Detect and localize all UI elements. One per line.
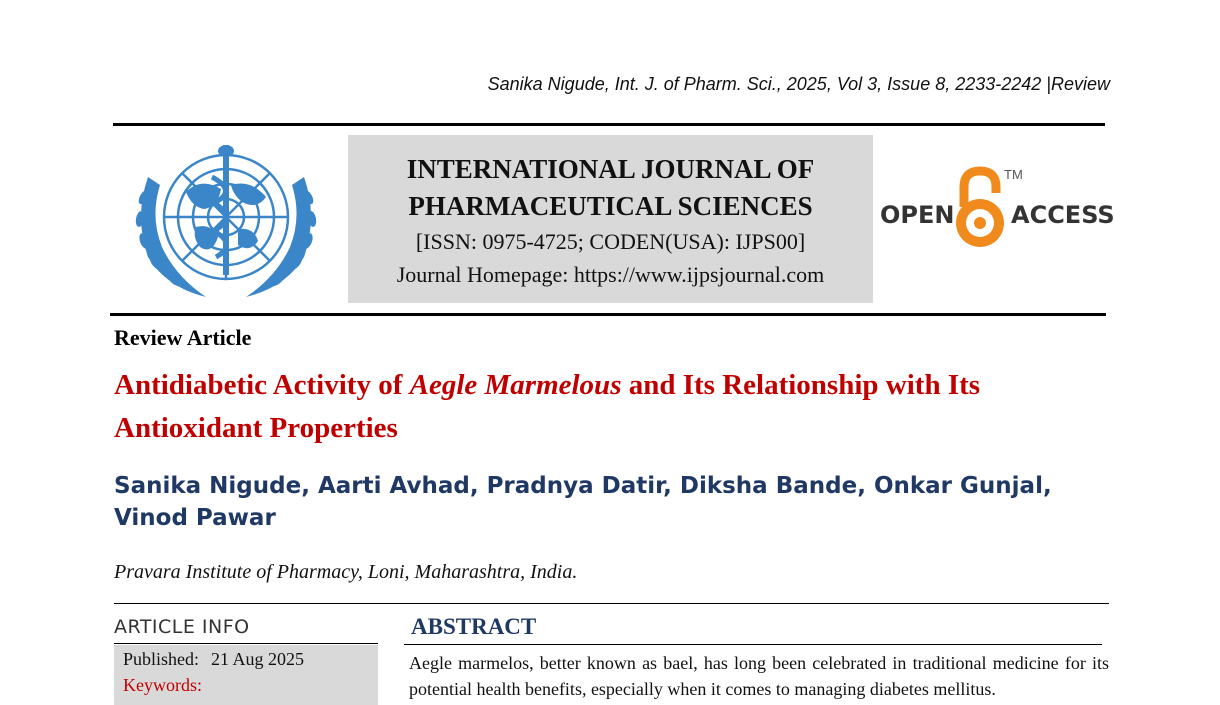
journal-title-line1: INTERNATIONAL JOURNAL OF xyxy=(406,154,815,184)
published-row xyxy=(123,649,304,670)
abstract-heading: ABSTRACT xyxy=(411,614,537,639)
author-list: Sanika Nigude, Aarti Avhad, Pradnya Datir, Diksha Bande, Onkar Gunjal, Vinod Pawar xyxy=(114,473,1052,531)
citation-header: Sanika Nigude, Int. J. of Pharm. Sci., 2025, Vol 3, Issue 8, 2233-2242 |Review xyxy=(487,74,1110,94)
article-info-heading: ARTICLE INFO xyxy=(114,616,250,638)
open-access-access-label: ACCESS xyxy=(1011,201,1115,229)
journal-homepage[interactable]: Journal Homepage: https://www.ijpsjournal.com xyxy=(396,262,825,287)
open-access-open-label: OPEN xyxy=(880,201,955,229)
journal-title-line2: PHARMACEUTICAL SCIENCES xyxy=(408,191,813,221)
open-access-logo xyxy=(880,165,1115,255)
article-info-box xyxy=(114,645,378,705)
published-date: 21 Aug 2025 xyxy=(211,649,305,669)
un-emblem-icon xyxy=(126,137,326,305)
journal-banner xyxy=(348,135,873,303)
affiliation: Pravara Institute of Pharmacy, Loni, Maharashtra, India. xyxy=(114,561,578,583)
section-divider xyxy=(114,603,1109,604)
article-title xyxy=(114,364,1094,450)
keywords-label: Keywords: xyxy=(123,675,202,695)
article-title-part2: and Its Relationship with Its Antioxidant Properties xyxy=(114,369,981,444)
journal-issn: [ISSN: 0975-4725; CODEN(USA): IJPS00] xyxy=(415,229,806,254)
open-access-lock-icon xyxy=(952,165,1008,253)
journal-title xyxy=(348,151,873,225)
abstract-rule xyxy=(404,644,1102,645)
trademark-label: TM xyxy=(1004,167,1023,182)
published-label: Published: xyxy=(123,649,200,669)
top-rule xyxy=(113,123,1105,126)
article-title-part1: Antidiabetic Activity of xyxy=(114,369,410,401)
abstract-text: Aegle marmelos, better known as bael, has long been celebrated in traditional medicine for its potential health benefits, especially when it comes to managing diabetes mellitus. xyxy=(409,653,1109,699)
banner-bottom-rule xyxy=(110,313,1106,316)
article-info-rule xyxy=(114,643,378,644)
article-type: Review Article xyxy=(114,325,252,350)
article-title-italic: Aegle Marmelous xyxy=(409,369,622,401)
